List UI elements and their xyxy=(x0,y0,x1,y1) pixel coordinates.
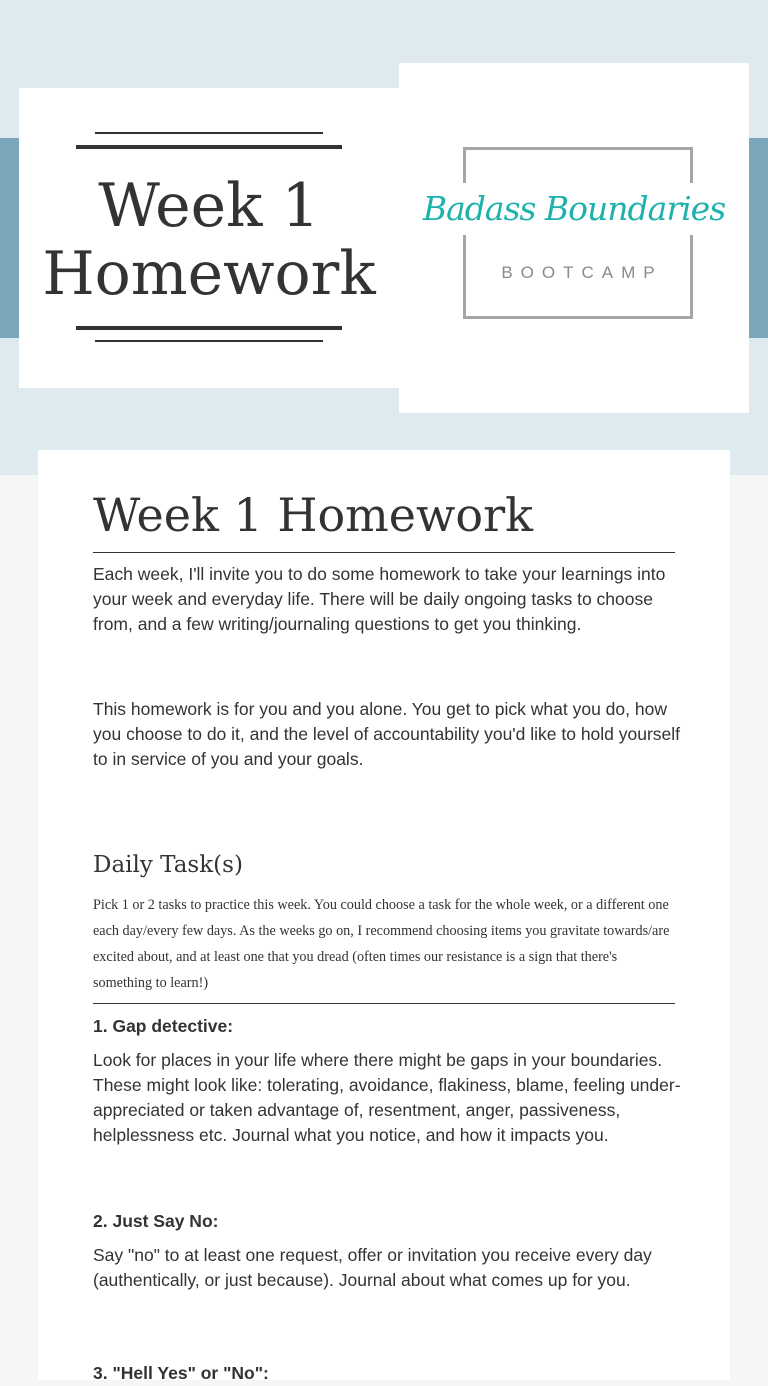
hero-title-card xyxy=(19,88,399,388)
logo-script-text: Badass Boundaries xyxy=(399,183,749,235)
content-card xyxy=(38,450,730,1383)
title-rule-thin-bottom xyxy=(95,340,323,342)
title-rule-thin-top xyxy=(95,132,323,134)
intro-paragraph: Each week, I'll invite you to do some homework to take your learnings into your week and everyday life. There will be daily ongoing tasks to choose from, and a few writing/journaling questions to get you thinking. xyxy=(93,564,666,634)
hero-title xyxy=(19,172,399,308)
hero-title-line2: Homework xyxy=(42,239,376,309)
section-heading-daily-tasks: Daily Task(s) xyxy=(93,852,243,878)
task-title: 3. "Hell Yes" or "No": xyxy=(93,1363,269,1383)
page-title: Week 1 Homework xyxy=(93,488,533,542)
logo-card xyxy=(399,63,749,413)
logo-subtitle: BOOTCAMP xyxy=(501,263,663,282)
intro-paragraph: This homework is for you and you alone. You get to pick what you do, how you choose to do it, and the level of accountability you'd like to hold yourself to in service of you and your goals. xyxy=(93,699,681,769)
section-divider xyxy=(93,1003,675,1004)
title-rule-thick-top xyxy=(76,145,342,149)
title-divider xyxy=(93,552,675,553)
task-title: 1. Gap detective: xyxy=(93,1016,234,1036)
task-body: Look for places in your life where there might be gaps in your boundaries. These might look like: tolerating, avoidance, flakiness, blame, feeling under-appreciated or taken advantage of, resentment, anger, passiveness, helplessness etc. Journal what you notice, and how it impacts you. xyxy=(93,1050,681,1145)
task-body: Say "no" to at least one request, offer or invitation you receive every day (authentically, or just because). Journal about what comes up for you. xyxy=(93,1245,652,1290)
section-intro: Pick 1 or 2 tasks to practice this week. You could choose a task for the whole week, or a different one each day/every few days. As the weeks go on, I recommend choosing items you gravitate towards/are excited about, and at least one that you dread (often times our resistance is a sign that there's something to learn!) xyxy=(93,897,670,991)
hero-section xyxy=(0,0,768,475)
title-rule-thick-bottom xyxy=(76,326,342,330)
hero-title-line1: Week 1 xyxy=(98,171,320,241)
task-title: 2. Just Say No: xyxy=(93,1211,219,1231)
